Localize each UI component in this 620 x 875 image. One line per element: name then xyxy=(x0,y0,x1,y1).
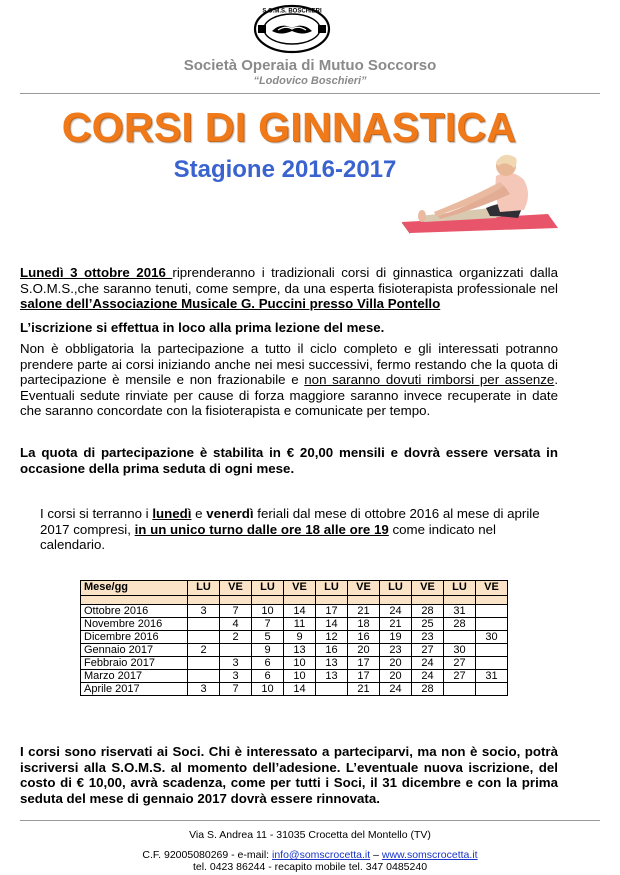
calendar-table xyxy=(80,580,508,696)
day-cell: 31 xyxy=(444,605,476,618)
day-cell: 19 xyxy=(380,631,412,644)
day-cell xyxy=(188,618,220,631)
membership-paragraph: I corsi sono riservati ai Soci. Chi è interessato a parteciparvi, ma non è socio, potrà iscriversi alla S.O.M.S. al momento dell’adesione. L’eventuale nuova iscrizione, del costo di € 10,00, avrà scadenza, come per tutti i Soci, il 31 dicembre e con la prima seduta del mese di gennaio 2017 dovrà essere rinnovata. xyxy=(20,744,558,806)
organization-name: Società Operaia di Mutuo Soccorso xyxy=(183,57,437,74)
header-cell: LU xyxy=(252,581,284,596)
header-cell: VE xyxy=(476,581,508,596)
day-cell: 2 xyxy=(220,631,252,644)
month-cell: Marzo 2017 xyxy=(81,670,188,683)
website-link[interactable]: www.somscrocetta.it xyxy=(381,849,478,861)
day-cell: 20 xyxy=(380,657,412,670)
intro-text: riprenderanno i tradizionali corsi di ginnastica organizzati dalla S.O.M.S.,che saranno tenuti, come sempre, da una esperta fisioterapista professionale nel xyxy=(20,265,558,296)
policy-paragraph xyxy=(20,341,558,419)
policy-text-2: . Eventuali sedute rinviate per cause di forza maggiore saranno invece recuperate in date che saranno concordate con la fisioterapista e comunicate per tempo. xyxy=(20,372,559,418)
table-row xyxy=(81,670,508,683)
page-title: CORSI DI GINNASTICA xyxy=(61,104,517,150)
day-cell: 3 xyxy=(188,683,220,696)
schedule-text-c: e xyxy=(191,506,207,521)
day-cell: 16 xyxy=(316,644,348,657)
day-cell: 24 xyxy=(412,657,444,670)
footer-address: Via S. Andrea 11 - 31035 Crocetta del Montello (TV) xyxy=(189,829,431,841)
day-cell: 14 xyxy=(284,683,316,696)
month-cell: Aprile 2017 xyxy=(81,683,188,696)
table-row xyxy=(81,644,508,657)
table-row xyxy=(81,631,508,644)
intro-paragraph xyxy=(20,265,558,312)
no-refund-text: non saranno dovuti rimborsi per assenze xyxy=(304,372,555,387)
day-cell xyxy=(188,631,220,644)
day-cell: 10 xyxy=(252,605,284,618)
monday-text: lunedì xyxy=(152,506,192,521)
day-cell: 25 xyxy=(412,618,444,631)
day-cell: 10 xyxy=(284,657,316,670)
day-cell: 18 xyxy=(348,618,380,631)
header-cell: LU xyxy=(444,581,476,596)
day-cell xyxy=(188,670,220,683)
stretching-woman-illustration xyxy=(400,150,560,234)
day-cell xyxy=(476,683,508,696)
day-cell xyxy=(444,683,476,696)
day-cell xyxy=(476,618,508,631)
day-cell: 7 xyxy=(220,683,252,696)
footer-phones: tel. 0423 86244 - recapito mobile tel. 347 0485240 xyxy=(192,861,428,873)
day-cell: 21 xyxy=(348,605,380,618)
day-cell: 21 xyxy=(380,618,412,631)
day-cell xyxy=(476,605,508,618)
schedule-text-d: feriali dal mese di ottobre 2016 al mese di aprile 2017 compresi, xyxy=(40,506,540,537)
day-cell: 9 xyxy=(284,631,316,644)
day-cell: 28 xyxy=(412,605,444,618)
month-cell: Gennaio 2017 xyxy=(81,644,188,657)
table-row xyxy=(81,618,508,631)
day-cell xyxy=(188,657,220,670)
fee-paragraph: La quota di partecipazione è stabilita in € 20,00 mensili e dovrà essere versata in occasione della prima seduta di ogni mese. xyxy=(20,445,558,476)
tax-code-text: C.F. 92005080269 - e-mail: xyxy=(142,849,272,861)
day-cell: 2 xyxy=(188,644,220,657)
day-cell: 17 xyxy=(348,657,380,670)
schedule-text-e: come indicato nel calendario. xyxy=(40,521,496,552)
schedule-text-b: i xyxy=(141,506,153,521)
day-cell xyxy=(316,683,348,696)
header-cell: LU xyxy=(188,581,220,596)
organization-subtitle: “Lodovico Boschieri” xyxy=(253,75,367,87)
day-cell: 28 xyxy=(444,618,476,631)
footer-contacts xyxy=(0,849,620,861)
day-cell: 14 xyxy=(316,618,348,631)
day-cell: 23 xyxy=(380,644,412,657)
day-cell: 27 xyxy=(444,670,476,683)
day-cell: 12 xyxy=(316,631,348,644)
table-row xyxy=(81,657,508,670)
day-cell: 17 xyxy=(348,670,380,683)
day-cell: 24 xyxy=(380,605,412,618)
day-cell: 31 xyxy=(476,670,508,683)
day-cell: 27 xyxy=(444,657,476,670)
month-cell: Dicembre 2016 xyxy=(81,631,188,644)
day-cell: 3 xyxy=(188,605,220,618)
header-cell: LU xyxy=(380,581,412,596)
day-cell: 30 xyxy=(476,631,508,644)
header-cell: LU xyxy=(316,581,348,596)
day-cell: 24 xyxy=(380,683,412,696)
table-row xyxy=(81,683,508,696)
policy-text-1: Non è obbligatoria la partecipazione a tutto il ciclo completo e gli interessati potranno prendere parte ai corsi iniziando anche nei mesi successivi, fermo restando che la quota di partecipazione è mensile e non frazionabile e xyxy=(20,341,558,387)
day-cell: 5 xyxy=(252,631,284,644)
email-link[interactable]: info@somscrocetta.it xyxy=(271,849,371,861)
day-cell: 6 xyxy=(252,670,284,683)
day-cell: 6 xyxy=(252,657,284,670)
header-cell: VE xyxy=(412,581,444,596)
time-slot-text: in un unico turno dalle ore 18 alle ore 19 xyxy=(134,521,389,537)
day-cell xyxy=(220,644,252,657)
header-cell: VE xyxy=(220,581,252,596)
day-cell: 14 xyxy=(284,605,316,618)
day-cell: 11 xyxy=(284,618,316,631)
day-cell: 4 xyxy=(220,618,252,631)
day-cell: 20 xyxy=(348,644,380,657)
day-cell: 13 xyxy=(316,670,348,683)
calendar-header-row xyxy=(81,581,508,596)
day-cell: 3 xyxy=(220,670,252,683)
day-cell: 28 xyxy=(412,683,444,696)
header-cell: VE xyxy=(284,581,316,596)
day-cell: 7 xyxy=(220,605,252,618)
month-cell: Ottobre 2016 xyxy=(81,605,188,618)
start-date: Lunedì 3 ottobre 2016 xyxy=(20,265,173,280)
day-cell xyxy=(476,657,508,670)
day-cell: 30 xyxy=(444,644,476,657)
soms-logo xyxy=(253,4,331,54)
friday-text: venerdì xyxy=(206,506,254,521)
day-cell: 9 xyxy=(252,644,284,657)
day-cell: 13 xyxy=(284,644,316,657)
day-cell xyxy=(444,631,476,644)
schedule-paragraph xyxy=(40,506,560,553)
day-cell: 23 xyxy=(412,631,444,644)
month-cell: Novembre 2016 xyxy=(81,618,188,631)
footer-separator: – xyxy=(370,849,382,861)
header-cell: Mese/gg xyxy=(81,581,188,596)
enrollment-note: L’iscrizione si effettua in loco alla prima lezione del mese. xyxy=(20,320,385,335)
day-cell: 21 xyxy=(348,683,380,696)
footer-divider xyxy=(20,820,600,821)
venue-text: salone dell’Associazione Musicale G. Puccini presso Villa Pontello xyxy=(20,296,441,311)
day-cell: 20 xyxy=(380,670,412,683)
day-cell: 16 xyxy=(348,631,380,644)
header-divider xyxy=(20,93,600,94)
day-cell: 17 xyxy=(316,605,348,618)
day-cell: 24 xyxy=(412,670,444,683)
day-cell: 3 xyxy=(220,657,252,670)
season-subtitle: Stagione 2016-2017 xyxy=(173,156,397,183)
logo-text: S.O.M.S. BOSCHIERI xyxy=(262,8,322,15)
day-cell: 13 xyxy=(316,657,348,670)
day-cell xyxy=(476,644,508,657)
day-cell: 10 xyxy=(284,670,316,683)
header-spacer-row xyxy=(81,596,508,605)
day-cell: 27 xyxy=(412,644,444,657)
month-cell: Febbraio 2017 xyxy=(81,657,188,670)
day-cell: 10 xyxy=(252,683,284,696)
schedule-text-a: I corsi si terranno xyxy=(40,506,142,521)
day-cell: 7 xyxy=(252,618,284,631)
table-row xyxy=(81,605,508,618)
header-cell: VE xyxy=(348,581,380,596)
